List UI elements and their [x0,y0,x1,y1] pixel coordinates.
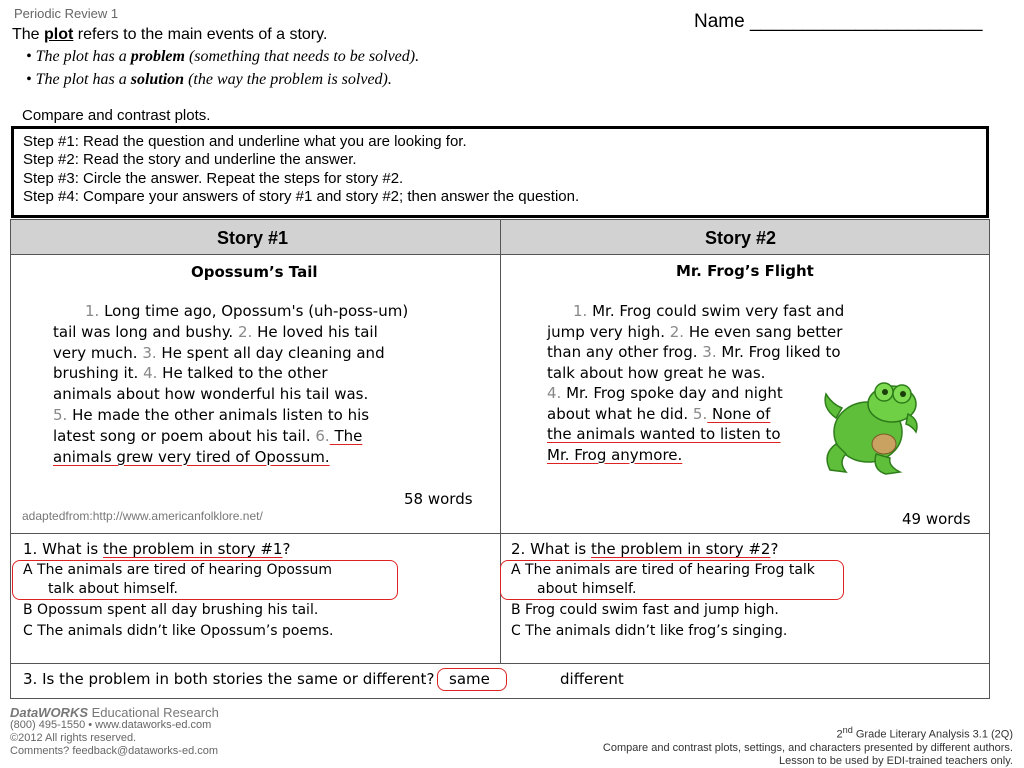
sentence-text: He even sang better [684,322,843,341]
sentence-text: the animals wanted to listen to [547,425,781,443]
question2-pre: 2. What is [511,540,592,558]
bullet-problem-term: problem [130,48,185,65]
story2-line [573,302,844,320]
step-2: Step #2: Read the story and underline the answer. [23,151,357,168]
sentence-text: animals grew very tired of Opossum. [53,447,330,466]
sentence-number: 5. [692,404,708,423]
sentence-text: He talked to the other [157,364,328,383]
story1-source: adaptedfrom:http://www.americanfolklore.net/ [22,509,263,523]
sentence-text: He spent all day cleaning and [156,343,385,362]
bullet-problem-post: (something that needs to be solved). [184,48,420,65]
sentence-number: 5. [53,406,68,424]
bullet-solution [26,71,392,89]
question1-option-a-cont: talk about himself. [48,581,178,597]
story1-line [53,406,369,424]
plot-def-pre: The [12,26,45,43]
footer-usage: Lesson to be used by EDI-trained teachers only. [779,754,1013,767]
footer-standard: Compare and contrast plots, settings, and characters presented by different authors. [602,741,1013,754]
story2-line [547,425,781,443]
sentence-text: latest song or poem about his tail. [53,426,316,445]
question2-underlined: the problem in story #2 [591,540,771,558]
name-field-label: Name ______________________ [694,11,983,32]
question1-option-a[interactable]: A The animals are tired of hearing Opossum [23,562,333,578]
story2-line [547,343,841,361]
sentence-number: 6. [315,426,330,445]
sentence-number: 1. [573,302,588,320]
sentence-text: None of [707,404,771,423]
sentence-text: animals about how wonderful his tail was. [53,385,369,404]
sentence-text: about what he did. [547,404,693,423]
bullet-problem [26,48,419,66]
footer-grade [603,724,1013,742]
plot-term: plot [44,26,74,43]
sentence-text: The [329,426,363,445]
question1-prompt [23,540,290,558]
plot-def-post: refers to the main events of a story. [73,26,328,43]
step-4: Step #4: Compare your answers of story #1 and story #2; then answer the question. [23,188,580,205]
story1-title: Opossum’s Tail [191,263,318,281]
story2-line [547,405,770,423]
question3-answer-circle [437,668,507,691]
story2-word-count: 49 words [902,510,971,528]
story1-line [53,344,385,362]
question2-post: ? [770,540,779,558]
dataworks-logo [10,706,219,719]
story2-line [547,323,842,341]
story-table [10,219,990,699]
column-divider [500,220,501,664]
sentence-number: 1. [85,302,100,320]
question2-answer-circle [500,560,844,600]
story2-line [547,446,682,464]
sentence-text: Mr. Frog liked to [716,343,841,361]
sentence-number: 3. [142,343,157,362]
footer-comments: Comments? feedback@dataworks-ed.com [10,745,219,757]
sentence-text: jump very high. [547,322,670,341]
brand-rest: Educational Research [88,705,219,720]
question1-post: ? [282,540,291,558]
sentence-text: Long time ago, Opossum's (uh-poss-um) [99,302,409,320]
sentence-text: tail was long and bushy. [53,322,238,341]
story2-line [547,384,783,402]
sentence-text: He loved his tail [252,322,378,341]
step-1: Step #1: Read the question and underline what you are looking for. [23,133,467,150]
footer-copyright: ©2012 All rights reserved. [10,732,137,744]
question1-pre: 1. What is [23,540,104,558]
story1-line [53,385,368,403]
bullet-solution-pre: • The plot has a [26,71,131,88]
question3-prompt: 3. Is the problem in both stories the same or different? [23,670,435,688]
sentence-text: He made the other animals listen to his [67,406,370,424]
story1-line [53,448,330,466]
question2-option-c[interactable]: C The animals didn’t like frog’s singing. [511,623,788,639]
plot-definition [12,26,327,44]
sentence-text: Mr. Frog spoke day and night [561,384,783,402]
question2-prompt [511,540,778,558]
steps-box [11,126,989,218]
footer-contact: (800) 495-1550 • www.dataworks-ed.com [10,719,212,731]
frog-illustration [816,374,928,478]
row-divider-1 [11,533,989,534]
question3-choice-different[interactable]: different [560,670,624,688]
story1-line [53,364,328,382]
sentence-text: Mr. Frog anymore. [547,445,683,464]
question1-option-c[interactable]: C The animals didn’t like Opossum’s poems. [23,623,334,639]
sentence-number: 4. [143,364,158,383]
grade-number: 2 [836,728,843,741]
sentence-text: very much. [53,343,143,362]
question1-option-b[interactable]: B Opossum spent all day brushing his tail. [23,602,319,618]
bullet-problem-pre: • The plot has a [26,48,131,65]
question2-option-a-cont: about himself. [537,581,637,597]
sentence-text: Mr. Frog could swim very fast and [587,302,845,320]
review-title: Periodic Review 1 [14,6,119,21]
story2-line [547,364,765,382]
bullet-solution-post: (the way the problem is solved). [184,71,392,88]
sentence-text: than any other frog. [547,343,703,361]
question1-answer-circle [12,560,398,600]
question2-option-a[interactable]: A The animals are tired of hearing Frog talk [511,562,815,578]
grade-suffix: nd [842,725,853,735]
footer-left [10,706,219,758]
sentence-number: 3. [702,343,717,361]
footer-right [603,724,1013,768]
row-divider-2 [11,663,989,664]
story2-heading: Story #2 [705,228,777,248]
question3-choice-same[interactable]: same [449,670,490,688]
brand-bold: DataWORKS [10,705,89,720]
step-3: Step #3: Circle the answer. Repeat the steps for story #2. [23,170,404,187]
grade-text: Grade Literary Analysis 3.1 (2Q) [852,728,1013,741]
sentence-text: brushing it. [53,364,144,383]
story1-word-count: 58 words [404,490,473,508]
story2-title: Mr. Frog’s Flight [676,262,814,280]
bullet-solution-term: solution [130,71,185,88]
story1-line [53,323,378,341]
story1-heading: Story #1 [217,228,289,248]
instruction: Compare and contrast plots. [22,107,211,124]
story1-line [85,302,408,320]
sentence-number: 2. [669,322,685,341]
question2-option-b[interactable]: B Frog could swim fast and jump high. [511,602,779,618]
sentence-number: 4. [547,384,562,402]
question1-underlined: the problem in story #1 [103,540,283,558]
story1-line [53,427,362,445]
sentence-text: talk about how great he was. [547,363,766,382]
sentence-number: 2. [237,322,253,341]
